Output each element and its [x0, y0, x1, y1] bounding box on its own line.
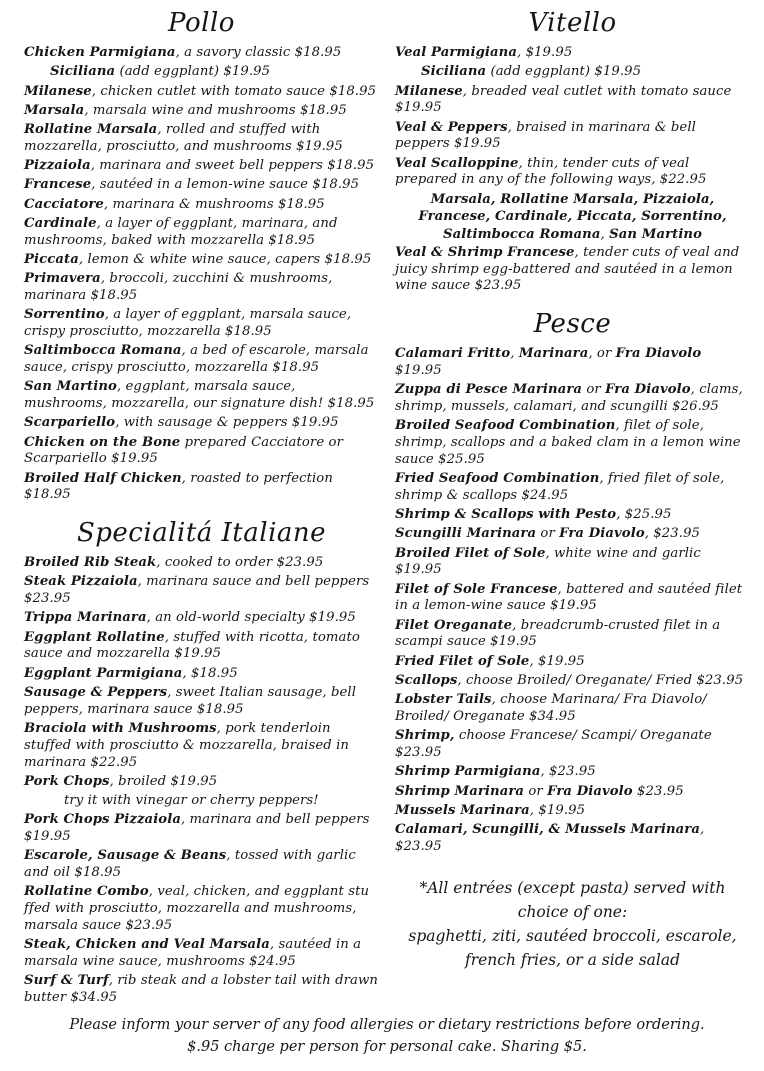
menu-item	[395, 582, 750, 616]
menu-item	[395, 192, 750, 209]
menu-item	[24, 343, 379, 377]
menu-item	[24, 884, 379, 934]
dish-description: , broiled $19.95	[109, 773, 218, 789]
dish-description: , tender cuts of veal and juicy shrimp egg-battered and sautéed in a lemon wine sauce $23.95	[395, 244, 740, 294]
menu-item	[24, 793, 379, 810]
section-title: Vitello	[528, 8, 617, 38]
dish-description: , broccoli, zucchini & mushrooms, marinara $18.95	[24, 271, 333, 303]
dish-description: , battered and sautéed filet in a lemon-wine sauce $19.95	[395, 581, 743, 614]
dish-description: , $19.95	[529, 802, 586, 818]
dish-name: Chicken Parmigiana	[24, 45, 176, 60]
dish-name: Chicken on the Bone	[24, 434, 181, 450]
dish-description: , a layer of eggplant, marsala sauce, crispy prosciutto, mozzarella $18.95	[24, 307, 352, 339]
dish-name: Siciliana	[50, 64, 116, 80]
menu-item	[24, 103, 379, 120]
dish-name: Lobster Tails	[395, 692, 492, 708]
dish-description: , thin, tender cuts of veal prepared in any of the following ways, $22.95	[395, 155, 707, 188]
menu-item	[24, 271, 379, 305]
dish-name: Broiled Rib Steak	[24, 555, 157, 571]
dish-description: , $23.95	[395, 822, 705, 854]
menu-item	[24, 610, 379, 627]
dish-name: Shrimp Parmigiana	[395, 764, 541, 780]
entree-choice-note-line: french fries, or a side salad	[464, 950, 681, 969]
dish-name: Surf & Turf	[24, 973, 109, 989]
dish-name: Broiled Half Chicken	[24, 470, 182, 486]
menu-item	[24, 973, 379, 1007]
footer-line-cake-charge: $.95 charge per person for personal cake. Sharing $5.	[187, 1039, 587, 1056]
menu-section	[395, 309, 750, 855]
menu-column-left	[24, 6, 379, 1009]
dish-name: Cacciatore	[24, 196, 104, 212]
menu-item	[395, 245, 750, 295]
menu-item	[395, 209, 750, 226]
dish-description: , or	[588, 346, 616, 362]
dish-description: , rib steak and a lobster tail with drawn butter $34.95	[24, 973, 378, 1006]
dish-description: , marinara sauce and bell peppers $23.95	[24, 574, 370, 607]
menu-item	[395, 507, 750, 524]
section-title: Pesce	[533, 309, 612, 340]
dish-description: , a bed of escarole, marsala sauce, crispy prosciutto, mozzarella $18.95	[24, 343, 369, 376]
dish-name: Siciliana	[421, 64, 487, 80]
menu-item	[395, 654, 750, 671]
entree-choice-note-line: spaghetti, ziti, sautéed broccoli, escarole,	[408, 926, 737, 945]
dish-description: , clams, shrimp, mussels, calamari, and scungilli $26.95	[395, 382, 743, 415]
dish-name: Marsala	[24, 102, 85, 118]
menu-item	[395, 84, 750, 118]
dish-name: San Martino	[609, 227, 703, 243]
dish-description: $23.95	[632, 783, 684, 799]
dish-description: , roasted to perfection $18.95	[24, 470, 333, 503]
dish-name: Broiled Seafood Combination	[395, 418, 616, 434]
dish-name: Scungilli Marinara	[395, 526, 537, 542]
dish-name: Shrimp & Scallops with Pesto	[395, 507, 617, 523]
dish-name: Fried Seafood Combination	[395, 471, 600, 487]
dish-name: Eggplant Rollatine	[24, 629, 165, 645]
menu-item	[395, 618, 750, 652]
dish-name: Saltimbocca Romana	[442, 227, 601, 243]
menu-item	[395, 692, 750, 726]
dish-description: , braised in marinara & bell peppers $19.95	[395, 119, 696, 152]
menu-item	[395, 156, 750, 190]
dish-description: , sautéed in a marsala wine sauce, mushrooms $24.95	[24, 937, 362, 969]
dish-description: , $23.95	[644, 526, 701, 542]
dish-description: prepared Cacciatore or Scarpariello $19.95	[24, 434, 343, 467]
menu-item	[24, 84, 379, 101]
dish-description: , lemon & white wine sauce, capers $18.95	[78, 251, 372, 267]
dish-description: , filet of sole, shrimp, scallops and a baked clam in a lemon wine sauce $25.95	[395, 418, 741, 467]
menu-item	[24, 307, 379, 341]
dish-name: San Martino	[24, 379, 117, 395]
menu-item	[395, 471, 750, 505]
menu-item	[24, 415, 379, 432]
dish-description: , stuffed with ricotta, tomato sauce and mozzarella $19.95	[24, 629, 360, 662]
dish-description: ,	[510, 346, 519, 362]
menu-item	[24, 435, 379, 469]
menu-column-right	[395, 6, 750, 1009]
dish-description: , marinara and sweet bell peppers $18.95	[90, 158, 375, 174]
menu-section	[24, 8, 379, 504]
dish-name: Fra Diavolo	[559, 526, 645, 542]
dish-description: , cooked to order $23.95	[156, 555, 324, 571]
dish-description: or	[582, 382, 606, 398]
dish-description: , sautéed in a lemon-wine sauce $18.95	[91, 177, 360, 193]
dish-name: Zuppa di Pesce Marinara	[395, 382, 583, 398]
dish-description: , marsala wine and mushrooms $18.95	[84, 102, 347, 118]
menu-item	[395, 764, 750, 781]
dish-description: ,	[600, 227, 610, 243]
menu-item	[24, 630, 379, 664]
dish-description: or	[536, 526, 560, 542]
dish-name: Milanese	[24, 83, 92, 99]
dish-description: , $19.95	[516, 45, 573, 60]
dish-name: Veal & Shrimp Francese	[395, 244, 575, 260]
dish-description: , white wine and garlic $19.95	[395, 545, 701, 578]
dish-name: Pizzaiola	[24, 158, 91, 174]
menu-item	[395, 803, 750, 820]
menu-item	[24, 177, 379, 194]
dish-name: Trippa Marinara	[24, 610, 147, 626]
dish-name: Veal & Peppers	[395, 119, 508, 135]
dish-description: , choose Broiled/ Oreganate/ Fried $23.95	[457, 673, 744, 688]
menu-item	[395, 64, 750, 81]
menu-item	[395, 546, 750, 580]
dish-description: choose Francese/ Scampi/ Oreganate $23.95	[395, 728, 712, 761]
dish-description: , choose Marinara/ Fra Diavolo/ Broiled/ Oreganate $34.95	[395, 692, 707, 725]
dish-name: Fra Diavolo	[605, 382, 691, 398]
dish-name: Fra Diavolo	[547, 783, 633, 799]
dish-description: try it with vinegar or cherry peppers!	[64, 793, 319, 809]
dish-name: Mussels Marinara	[395, 802, 530, 818]
dish-name: Eggplant Parmigiana	[24, 665, 183, 681]
dish-description: , a savory classic $18.95	[175, 45, 342, 60]
menu-item	[24, 937, 379, 971]
menu-item	[24, 122, 379, 156]
dish-name: Calamari Fritto	[395, 346, 511, 362]
dish-name: Scallops	[395, 673, 458, 688]
footer-note	[24, 1009, 750, 1071]
menu-item	[395, 822, 750, 856]
dish-name: Sausage & Peppers	[24, 685, 168, 700]
dish-name: Pork Chops Pizzaiola	[24, 812, 181, 828]
menu-item	[395, 382, 750, 416]
dish-name: Shrimp Marinara	[395, 783, 525, 799]
dish-name: Marinara	[518, 346, 589, 362]
dish-description: , $23.95	[540, 764, 596, 780]
dish-name: Steak Pizzaiola	[24, 574, 138, 590]
dish-name: Filet of Sole Francese	[395, 581, 558, 597]
dish-name: Marsala, Rollatine Marsala, Pizzaiola,	[430, 191, 715, 207]
dish-name: Milanese	[395, 83, 463, 99]
dish-name: Cardinale	[24, 215, 97, 231]
menu-item	[395, 784, 750, 801]
dish-name: Veal Scalloppine	[395, 155, 519, 171]
footer-line-allergies: Please inform your server of any food allergies or dietary restrictions before ordering.	[69, 1017, 705, 1034]
dish-description: , $19.95	[529, 653, 585, 669]
menu-item	[24, 197, 379, 214]
section-title: Specialitá Italiane	[76, 518, 327, 549]
dish-description: , an old-world specialty $19.95	[146, 610, 356, 626]
dish-description: or	[524, 783, 548, 799]
dish-name: Shrimp,	[395, 728, 455, 744]
dish-description: , breadcrumb-crusted filet in a scampi sauce $19.95	[395, 617, 721, 650]
dish-name: Piccata	[24, 251, 79, 267]
dish-name: Fra Diavolo	[615, 346, 702, 362]
entree-choice-note	[395, 876, 750, 972]
menu-section	[24, 518, 379, 1007]
entree-choice-note-line: *All entrées (except pasta) served with choice of one:	[419, 878, 726, 921]
dish-description: , a layer of eggplant, marinara, and mushrooms, baked with mozzarella $18.95	[24, 215, 338, 248]
dish-description: , marinara & mushrooms $18.95	[103, 196, 325, 212]
dish-name: Calamari, Scungilli, & Mussels Marinara	[395, 822, 700, 838]
dish-name: Francese	[24, 177, 92, 193]
menu-item	[395, 227, 750, 244]
dish-name: Broiled Filet of Sole	[395, 545, 546, 561]
menu-item	[395, 673, 750, 690]
menu-item	[24, 774, 379, 791]
menu-item	[395, 346, 750, 380]
dish-description: , marinara and bell peppers $19.95	[24, 812, 370, 845]
dish-description: , tossed with garlic and oil $18.95	[24, 848, 356, 881]
menu-item	[395, 45, 750, 62]
dish-name: Rollatine Combo	[24, 884, 149, 900]
dish-name: Saltimbocca Romana	[24, 343, 182, 359]
section-title: Pollo	[168, 8, 235, 38]
menu-item	[24, 812, 379, 846]
menu-item	[395, 526, 750, 543]
dish-description: , with sausage & peppers $19.95	[115, 415, 339, 431]
dish-name: Sorrentino	[24, 307, 105, 323]
dish-description: , eggplant, marsala sauce, mushrooms, mozzarella, our signature dish! $18.95	[24, 379, 375, 412]
menu-item	[24, 252, 379, 269]
dish-description: (add eggplant) $19.95	[486, 64, 642, 80]
menu-item	[395, 418, 750, 468]
menu-item	[24, 379, 379, 413]
menu-item	[24, 666, 379, 683]
menu-section	[395, 8, 750, 295]
dish-description: , $18.95	[182, 665, 238, 681]
dish-name: Veal Parmigiana	[395, 45, 517, 60]
dish-description: , veal, chicken, and eggplant stu ffed with prosciutto, mozzarella and mushrooms, marsala sauce $23.95	[24, 884, 370, 933]
menu-item	[395, 120, 750, 154]
dish-name: Braciola with Mushrooms	[24, 721, 217, 737]
menu-item	[24, 158, 379, 175]
dish-name: Pork Chops	[24, 773, 110, 789]
menu-item	[24, 848, 379, 882]
dish-description: , fried filet of sole, shrimp & scallops $24.95	[395, 471, 725, 503]
dish-name: Steak, Chicken and Veal Marsala	[24, 937, 270, 953]
dish-description: , rolled and stuffed with mozzarella, prosciutto, and mushrooms $19.95	[24, 122, 343, 154]
dish-description: , breaded veal cutlet with tomato sauce $19.95	[395, 83, 732, 116]
menu-item	[24, 555, 379, 572]
menu-item	[24, 216, 379, 250]
menu-item	[24, 685, 379, 719]
menu-item	[24, 721, 379, 771]
dish-description: , $25.95	[616, 507, 672, 523]
dish-description: (add eggplant) $19.95	[115, 64, 271, 80]
dish-name: Rollatine Marsala	[24, 122, 158, 138]
dish-description: , chicken cutlet with tomato sauce $18.95	[91, 83, 377, 99]
dish-name: Fried Filet of Sole	[395, 653, 530, 669]
dish-description: , pork tenderloin stuffed with prosciutto & mozzarella, braised in marinara $22.95	[24, 721, 349, 770]
menu-item	[24, 45, 379, 62]
menu-item	[24, 471, 379, 505]
dish-name: Primavera	[24, 271, 101, 287]
dish-name: Francese, Cardinale, Piccata, Sorrentino,	[418, 209, 727, 225]
dish-description: , sweet Italian sausage, bell peppers, marinara sauce $18.95	[24, 685, 357, 717]
dish-name: Filet Oreganate	[395, 617, 513, 633]
menu-item	[24, 574, 379, 608]
dish-description: $19.95	[395, 362, 442, 378]
dish-name: Escarole, Sausage & Beans	[24, 848, 227, 864]
menu-item	[24, 64, 379, 81]
dish-name: Scarpariello	[24, 415, 116, 431]
menu-item	[395, 728, 750, 762]
